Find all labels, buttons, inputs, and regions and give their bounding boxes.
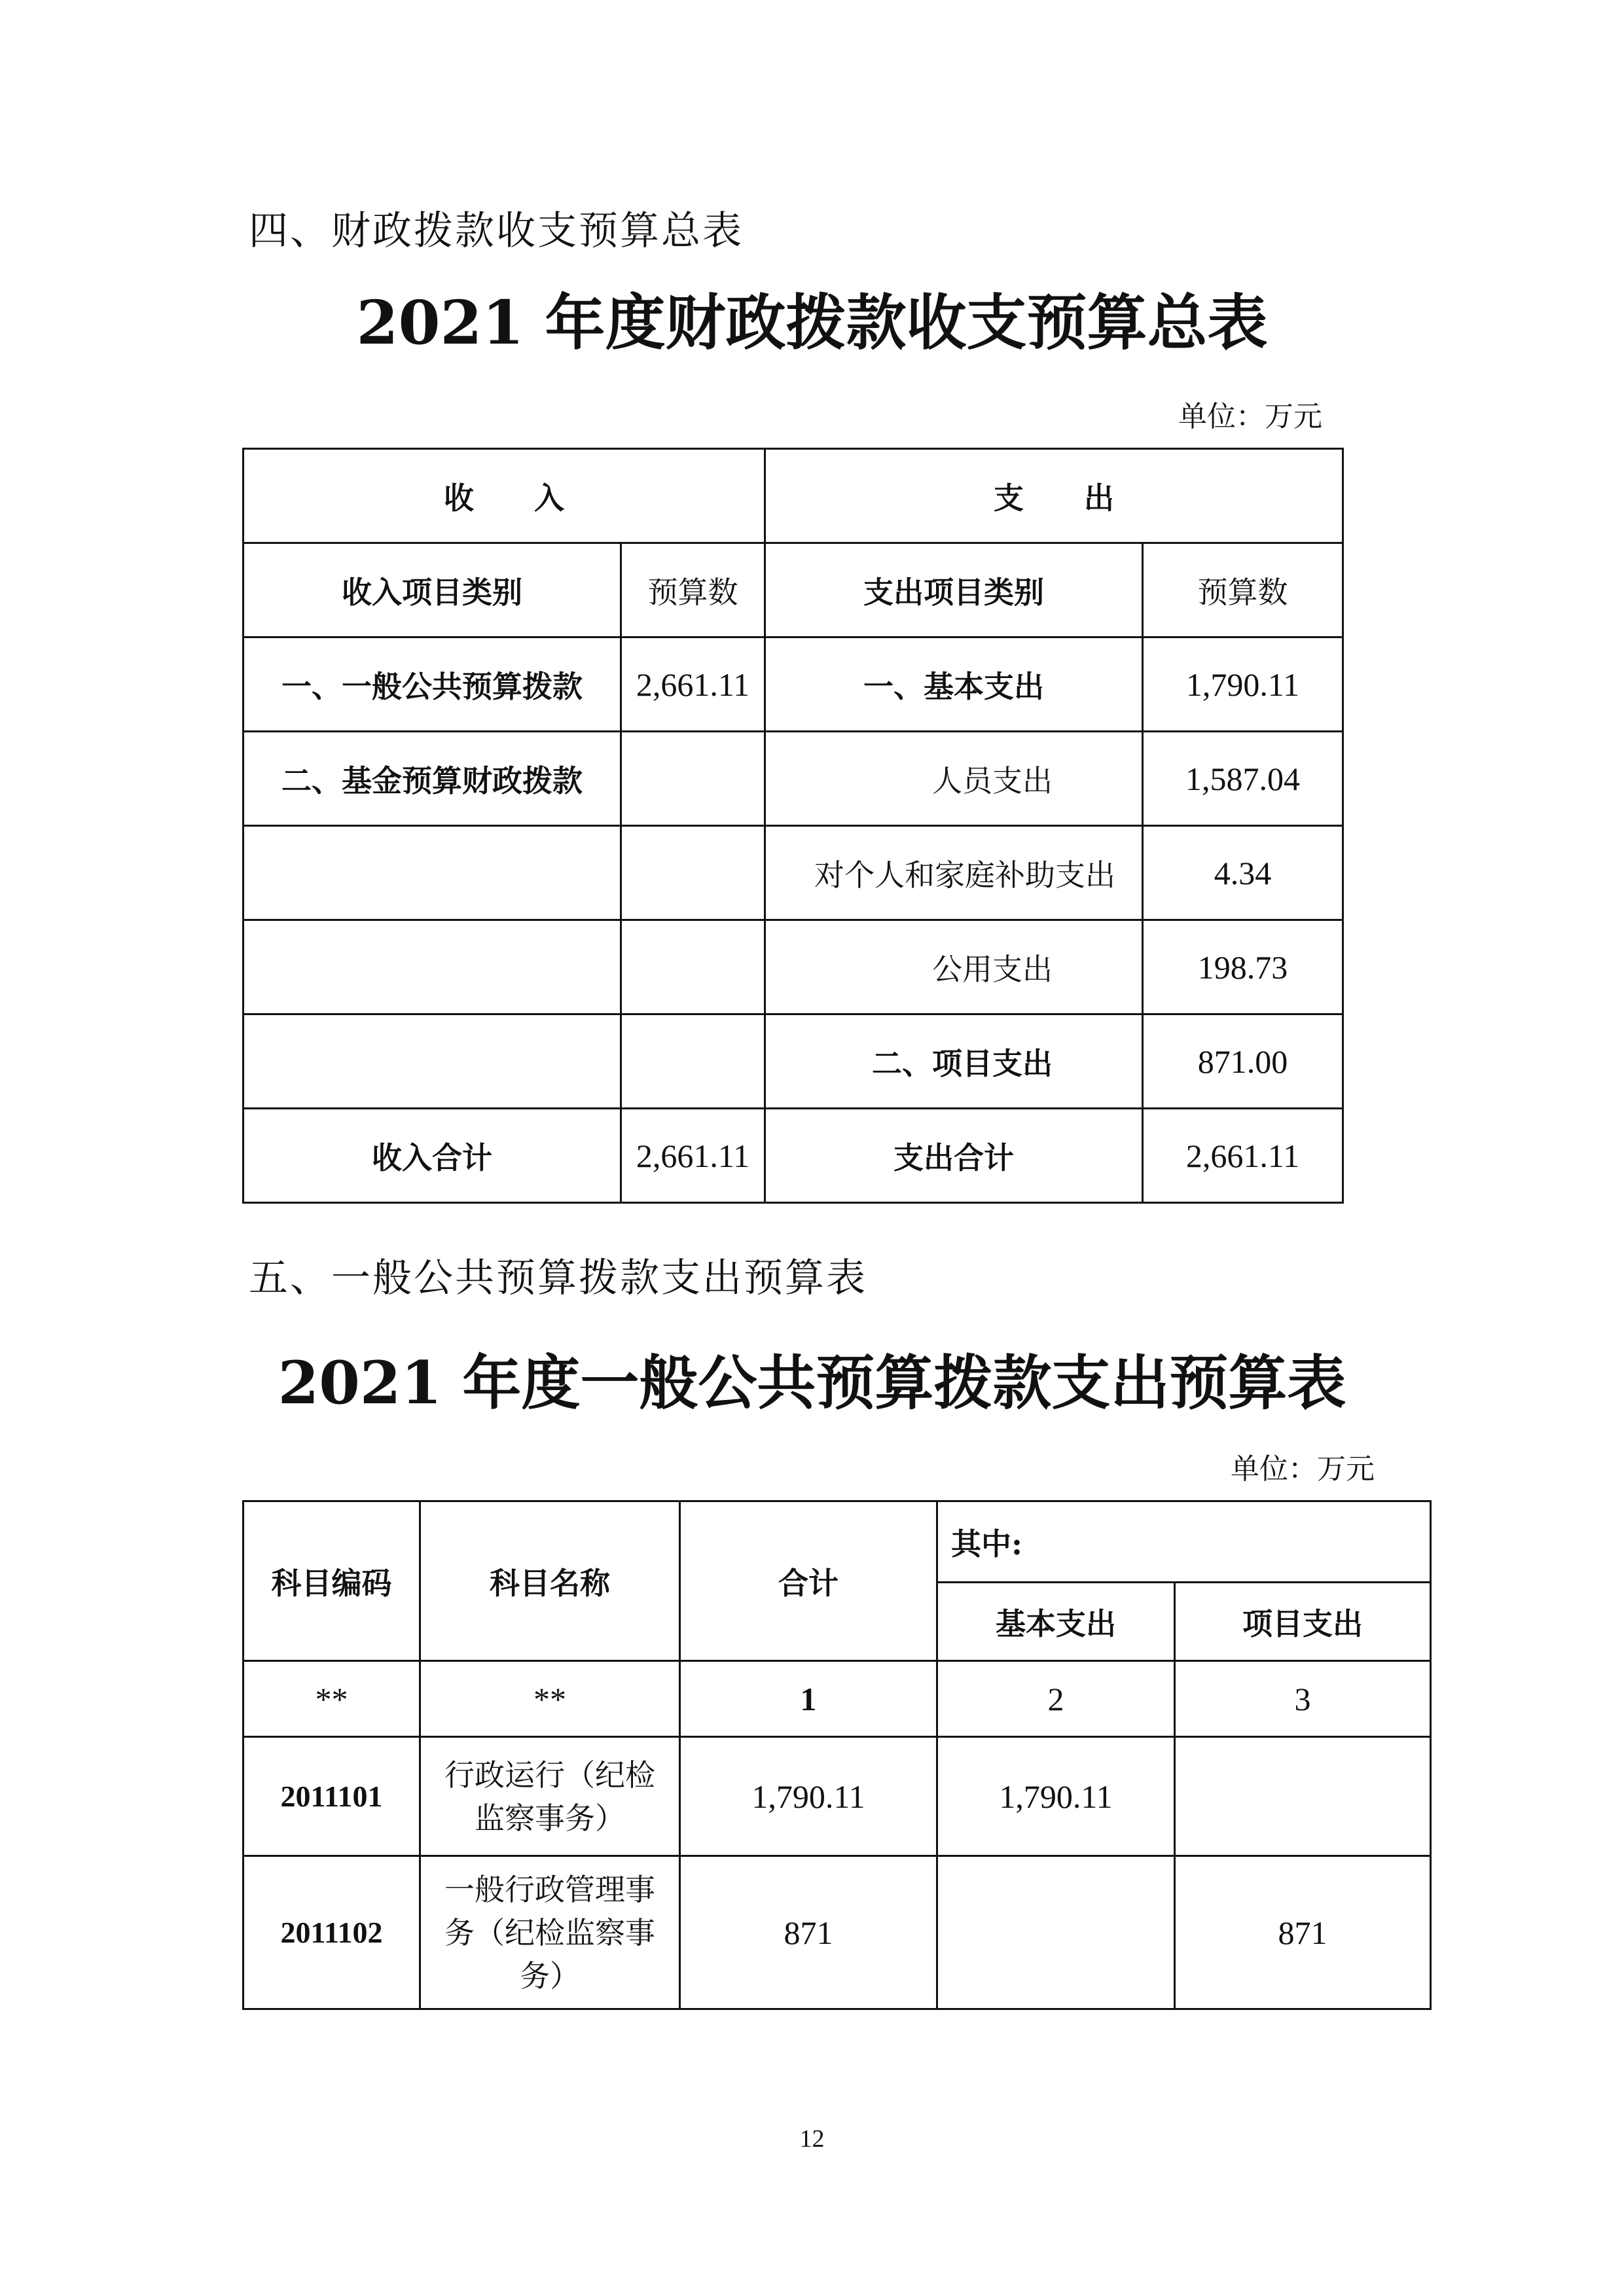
income-category [244, 920, 621, 1014]
section5-heading: 五、一般公共预算拨款支出预算表 [249, 1255, 867, 1301]
income-category: 二、基金预算财政拨款 [244, 732, 621, 826]
table-row [244, 637, 1343, 732]
project-expense-header: 项目支出 [1175, 1583, 1431, 1661]
name-header: 科目名称 [420, 1501, 680, 1661]
index-code: ** [244, 1661, 420, 1737]
expense-category: 人员支出 [765, 732, 1143, 826]
income-header: 收 入 [244, 449, 765, 543]
table-header-row [244, 1501, 1431, 1583]
page-number: 12 [799, 2125, 825, 2153]
index-basic: 2 [937, 1661, 1175, 1737]
income-amount: 2,661.11 [621, 637, 765, 732]
expense-total-label: 支出合计 [765, 1109, 1143, 1203]
subject-code: 2011101 [244, 1737, 420, 1856]
expense-category: 一、基本支出 [765, 637, 1143, 732]
section4-heading: 四、财政拨款收支预算总表 [249, 208, 744, 254]
income-category [244, 826, 621, 920]
row-basic [937, 1856, 1175, 2009]
general-budget-expenditure-table [242, 1500, 1432, 2010]
expense-amount: 1,790.11 [1143, 637, 1343, 732]
index-project: 3 [1175, 1661, 1431, 1737]
basic-expense-header: 基本支出 [937, 1583, 1175, 1661]
income-category [244, 1014, 621, 1109]
index-total: 1 [680, 1661, 937, 1737]
expense-amount: 871.00 [1143, 1014, 1343, 1109]
table-row [244, 1737, 1431, 1856]
expense-category: 对个人和家庭补助支出 [765, 826, 1143, 920]
table-row [244, 1856, 1431, 2009]
expense-total-amount: 2,661.11 [1143, 1109, 1343, 1203]
table-row [244, 732, 1343, 826]
expense-category: 公用支出 [765, 920, 1143, 1014]
expense-amount-header: 预算数 [1143, 543, 1343, 637]
table-row [244, 826, 1343, 920]
section5-unit: 单位：万元 [1231, 1452, 1375, 1486]
expense-header: 支 出 [765, 449, 1343, 543]
income-amount-header: 预算数 [621, 543, 765, 637]
section4-unit: 单位：万元 [1178, 400, 1322, 433]
expense-category-header: 支出项目类别 [765, 543, 1143, 637]
total-row [244, 1109, 1343, 1203]
income-total-label: 收入合计 [244, 1109, 621, 1203]
income-amount [621, 1014, 765, 1109]
row-project [1175, 1737, 1431, 1856]
row-total: 1,790.11 [680, 1737, 937, 1856]
table-row [244, 1014, 1343, 1109]
income-category: 一、一般公共预算拨款 [244, 637, 621, 732]
expense-category: 二、项目支出 [765, 1014, 1143, 1109]
income-amount [621, 732, 765, 826]
row-project: 871 [1175, 1856, 1431, 2009]
total-header: 合计 [680, 1501, 937, 1661]
index-row [244, 1661, 1431, 1737]
subject-name: 行政运行（纪检监察事务） [420, 1737, 680, 1856]
subject-name: 一般行政管理事务（纪检监察事务） [420, 1856, 680, 2009]
income-amount [621, 920, 765, 1014]
expense-amount: 1,587.04 [1143, 732, 1343, 826]
column-header-row [244, 543, 1343, 637]
table-row [244, 920, 1343, 1014]
fiscal-budget-summary-table [242, 448, 1344, 1204]
row-basic: 1,790.11 [937, 1737, 1175, 1856]
income-total-amount: 2,661.11 [621, 1109, 765, 1203]
table-header-row [244, 449, 1343, 543]
expense-amount: 198.73 [1143, 920, 1343, 1014]
income-category-header: 收入项目类别 [244, 543, 621, 637]
index-name: ** [420, 1661, 680, 1737]
section4-title: 2021 年度财政拨款收支预算总表 [356, 287, 1268, 358]
row-total: 871 [680, 1856, 937, 2009]
section5-title: 2021 年度一般公共预算拨款支出预算表 [278, 1348, 1346, 1418]
expense-amount: 4.34 [1143, 826, 1343, 920]
of-which-header: 其中: [937, 1501, 1431, 1583]
subject-code: 2011102 [244, 1856, 420, 2009]
code-header: 科目编码 [244, 1501, 420, 1661]
income-amount [621, 826, 765, 920]
